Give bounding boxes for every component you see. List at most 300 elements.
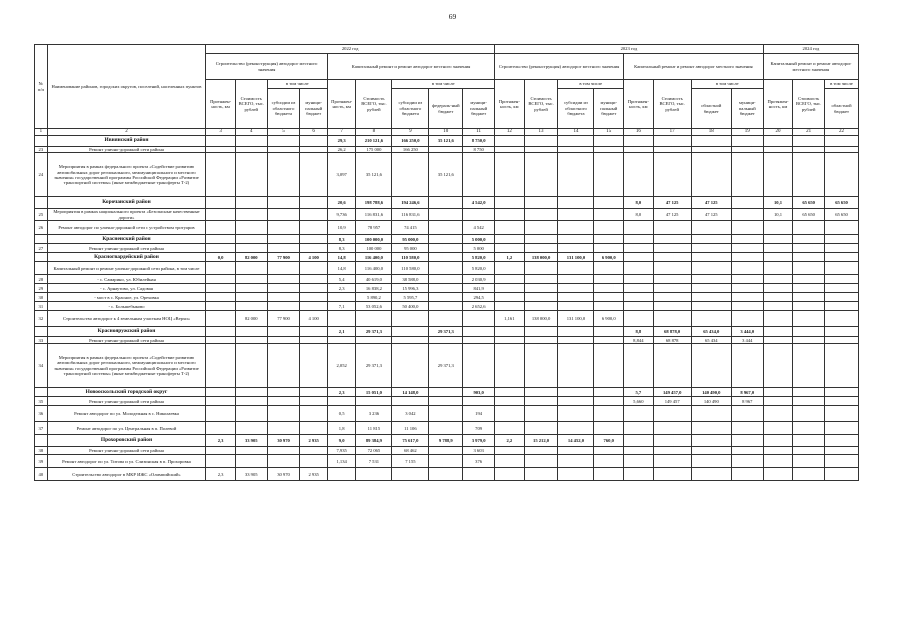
column-number: 7 [327, 129, 356, 136]
district-name: Новооскольский городской округ [47, 388, 206, 397]
cell-value [300, 327, 327, 337]
cell-value [653, 235, 691, 244]
cell-value [691, 302, 731, 311]
cell-value: 65 434 [691, 337, 731, 344]
cell-value [653, 344, 691, 388]
cell-value [392, 397, 429, 406]
district-row [35, 197, 859, 209]
cell-value: 5,7 [624, 388, 654, 397]
cell-value [206, 397, 236, 406]
cell-value: 2 935 [300, 468, 327, 481]
cell-value [691, 344, 731, 388]
cell-value [594, 209, 624, 221]
cell-value [524, 275, 558, 284]
cell-value [825, 153, 859, 197]
cell-value [691, 311, 731, 327]
column-number: 18 [691, 129, 731, 136]
cell-value [558, 221, 594, 235]
cell-value: 53 052,6 [356, 302, 392, 311]
header-municipal-budget: муници-пальный бюджет [731, 89, 763, 129]
cell-value: 376 [463, 455, 495, 468]
cell-value: 903,0 [463, 388, 495, 397]
cell-value [594, 221, 624, 235]
cell-value [392, 468, 429, 481]
cell-value: 65 650 [825, 209, 859, 221]
cell-value: 14 148,0 [392, 388, 429, 397]
cell-value [825, 311, 859, 327]
cell-value [300, 337, 327, 344]
cell-value: 210 121,6 [356, 136, 392, 147]
cell-value: 8,3 [327, 235, 356, 244]
cell-value [793, 388, 825, 397]
item-name: Ремонт улично-дорожной сети района [47, 447, 206, 455]
cell-value [793, 244, 825, 253]
cell-value [524, 406, 558, 422]
cell-value: 65 434,0 [691, 327, 731, 337]
header-cost: Стоимость ВСЕГО, тыс. рублей [235, 80, 267, 129]
cell-value [235, 293, 267, 302]
cell-value [495, 397, 525, 406]
cell-value [267, 447, 300, 455]
cell-value [793, 344, 825, 388]
cell-value: 14,8 [327, 262, 356, 275]
column-number: 15 [594, 129, 624, 136]
district-row [35, 435, 859, 447]
cell-value: 1,2 [495, 253, 525, 262]
cell-value [731, 302, 763, 311]
item-name: Мероприятия в рамках федерального проекта «Содействие развитию автомобильных дорог регионального, межмуниципального и местного значения» государственной программы Российской Федерации «Развитие транспортной системы» (иные межбюджетные трансферты Т-2) [47, 153, 206, 197]
cell-value: 131 100,0 [558, 253, 594, 262]
cell-value [429, 422, 463, 435]
cell-value: 15 212,0 [524, 435, 558, 447]
cell-value [793, 293, 825, 302]
cell-value: 29 371,3 [356, 327, 392, 337]
cell-value [793, 447, 825, 455]
cell-value [429, 447, 463, 455]
header-cost: Стоимость ВСЕГО, тыс. рублей [653, 80, 691, 129]
cell-value [524, 197, 558, 209]
cell-value [429, 311, 463, 327]
row-number: 31 [35, 302, 48, 311]
cell-value [624, 235, 654, 244]
column-number: 17 [653, 129, 691, 136]
cell-value [300, 262, 327, 275]
cell-value [793, 455, 825, 468]
cell-value: 175 000 [356, 147, 392, 153]
cell-value [463, 153, 495, 197]
cell-value [653, 153, 691, 197]
cell-value [300, 209, 327, 221]
cell-value: 2 652,6 [463, 302, 495, 311]
header-length: Протяжен-ность, км [327, 80, 356, 129]
cell-value [558, 422, 594, 435]
table-row [35, 422, 859, 435]
cell-value: 2,3 [327, 284, 356, 293]
cell-value [206, 293, 236, 302]
cell-value: 149 457,0 [653, 388, 691, 397]
row-number: 37 [35, 422, 48, 435]
cell-value: 7,1 [327, 302, 356, 311]
cell-value [763, 253, 793, 262]
cell-value: 68 878,0 [653, 327, 691, 337]
cell-value [691, 253, 731, 262]
cell-value [691, 262, 731, 275]
cell-value: 0,5 [327, 406, 356, 422]
cell-value [356, 337, 392, 344]
cell-value [653, 244, 691, 253]
cell-value: 116 831,6 [392, 209, 429, 221]
cell-value: 8,844 [624, 337, 654, 344]
cell-value [206, 221, 236, 235]
cell-value [495, 455, 525, 468]
cell-value [392, 337, 429, 344]
table-row [35, 406, 859, 422]
cell-value: 110 580,0 [392, 253, 429, 262]
cell-value [653, 311, 691, 327]
cell-value: 9 788,9 [429, 435, 463, 447]
item-name: - с. Большебыково [47, 302, 206, 311]
cell-value [356, 311, 392, 327]
cell-value [624, 153, 654, 197]
cell-value [524, 136, 558, 147]
cell-value [300, 284, 327, 293]
cell-value: 47 125 [653, 209, 691, 221]
cell-value [300, 455, 327, 468]
cell-value [429, 397, 463, 406]
cell-value [300, 388, 327, 397]
table-row [35, 447, 859, 455]
cell-value [206, 209, 236, 221]
cell-value [429, 244, 463, 253]
cell-value: 47 125 [691, 197, 731, 209]
cell-value [691, 275, 731, 284]
cell-value [793, 327, 825, 337]
cell-value [300, 136, 327, 147]
cell-value [594, 262, 624, 275]
header-subsidy-regional: субсидии из областного бюджета [558, 89, 594, 129]
header-year-2023: 2023 год [495, 45, 764, 54]
cell-value [524, 153, 558, 197]
cell-value [235, 197, 267, 209]
cell-value [558, 209, 594, 221]
cell-value: 166 250,0 [392, 136, 429, 147]
cell-value [731, 262, 763, 275]
cell-value: 8,0 [624, 197, 654, 209]
cell-value [558, 468, 594, 481]
cell-value [429, 293, 463, 302]
cell-value: 2,052 [327, 344, 356, 388]
item-name: Ремонт автодорог по ул. Центральная в п. Полевой [47, 422, 206, 435]
cell-value: 15 996,3 [392, 284, 429, 293]
cell-value [691, 455, 731, 468]
cell-value [267, 293, 300, 302]
cell-value [624, 435, 654, 447]
header-year-2022: 2022 год [206, 45, 495, 54]
cell-value [267, 406, 300, 422]
cell-value [235, 337, 267, 344]
cell-value [495, 153, 525, 197]
table-row [35, 311, 859, 327]
cell-value [624, 406, 654, 422]
cell-value: 3 444 [731, 337, 763, 344]
cell-value [235, 284, 267, 293]
cell-value [594, 388, 624, 397]
cell-value [731, 275, 763, 284]
cell-value [495, 235, 525, 244]
cell-value [731, 209, 763, 221]
cell-value [235, 302, 267, 311]
cell-value [524, 209, 558, 221]
cell-value [392, 153, 429, 197]
cell-value: 3 042 [392, 406, 429, 422]
district-name: Красненский район [47, 235, 206, 244]
cell-value [825, 337, 859, 344]
cell-value: 38 588,0 [392, 275, 429, 284]
row-number [35, 262, 48, 275]
cell-value [763, 221, 793, 235]
cell-value [300, 293, 327, 302]
district-row [35, 136, 859, 147]
cell-value [558, 293, 594, 302]
table-row [35, 262, 859, 275]
column-number: 14 [558, 129, 594, 136]
cell-value [206, 197, 236, 209]
cell-value: 2,2 [495, 435, 525, 447]
cell-value [793, 468, 825, 481]
cell-value [825, 284, 859, 293]
cell-value [594, 136, 624, 147]
cell-value [524, 262, 558, 275]
cell-value [463, 397, 495, 406]
table-row [35, 284, 859, 293]
cell-value [624, 455, 654, 468]
cell-value: 3 603 [463, 447, 495, 455]
cell-value: 40 619,0 [356, 275, 392, 284]
table-row [35, 209, 859, 221]
cell-value [691, 447, 731, 455]
cell-value [235, 235, 267, 244]
cell-value [653, 302, 691, 311]
cell-value [300, 221, 327, 235]
cell-value [495, 275, 525, 284]
cell-value: 30 970 [267, 435, 300, 447]
item-name: Строительство автодорог к 4 земельным участкам НОЦ «Верхи» [47, 311, 206, 327]
column-number: 11 [463, 129, 495, 136]
column-number: 2 [47, 129, 206, 136]
cell-value [763, 397, 793, 406]
row-number: 34 [35, 344, 48, 388]
table-row [35, 221, 859, 235]
cell-value [731, 435, 763, 447]
cell-value: 26,2 [327, 147, 356, 153]
cell-value [731, 153, 763, 197]
cell-value [267, 388, 300, 397]
cell-value [235, 447, 267, 455]
cell-value [594, 302, 624, 311]
cell-value [763, 136, 793, 147]
item-name: Строительство автодорог в МКР ИЖС «Олимпийский» [47, 468, 206, 481]
district-name: Прохоровский район [47, 435, 206, 447]
header-subsidy-regional: субсидии из областного бюджета [392, 89, 429, 129]
item-name: Ремонт автодорог по улично-дорожной сети с устройством тротуаров [47, 221, 206, 235]
cell-value [206, 311, 236, 327]
cell-value [495, 422, 525, 435]
cell-value: 2,3 [327, 388, 356, 397]
cell-value [731, 406, 763, 422]
district-row [35, 388, 859, 397]
column-number: 6 [300, 129, 327, 136]
cell-value [524, 284, 558, 293]
cell-value: 14 452,0 [558, 435, 594, 447]
cell-value [524, 468, 558, 481]
cell-value [594, 244, 624, 253]
header-2024-capital-repair: Капитальный ремонт и ремонт автодорог местного значения [763, 54, 858, 80]
cell-value [825, 344, 859, 388]
cell-value [524, 293, 558, 302]
cell-value [267, 422, 300, 435]
item-name: Мероприятия в рамках федерального проекта «Содействие развитию автомобильных дорог регионального, межмуниципального и местного значения» государственной программы Российской Федерации «Развитие транспортной системы» (иные межбюджетные трансферты Т-2) [47, 344, 206, 388]
cell-value [429, 406, 463, 422]
cell-value [691, 468, 731, 481]
table-row [35, 397, 859, 406]
cell-value: 35 121,6 [429, 136, 463, 147]
cell-value: 9,0 [327, 435, 356, 447]
cell-value: 35 121,6 [429, 153, 463, 197]
cell-value [653, 293, 691, 302]
cell-value [624, 344, 654, 388]
cell-value [624, 275, 654, 284]
cell-value: 3 236 [356, 406, 392, 422]
cell-value [763, 153, 793, 197]
page-number: 69 [448, 12, 457, 21]
cell-value [206, 262, 236, 275]
cell-value [206, 275, 236, 284]
cell-value [558, 344, 594, 388]
cell-value [327, 397, 356, 406]
cell-value [763, 244, 793, 253]
cell-value: 29 371,3 [429, 344, 463, 388]
cell-value [495, 136, 525, 147]
row-number [35, 235, 48, 244]
cell-value [594, 284, 624, 293]
header-length: Протяжен-ность, км [624, 80, 654, 129]
cell-value [267, 235, 300, 244]
cell-value [429, 253, 463, 262]
cell-value: 194 [463, 406, 495, 422]
cell-value [594, 275, 624, 284]
cell-value [429, 337, 463, 344]
column-number: 21 [793, 129, 825, 136]
cell-value [594, 447, 624, 455]
cell-value [691, 136, 731, 147]
cell-value: 2,3 [206, 468, 236, 481]
cell-value [429, 275, 463, 284]
cell-value [825, 275, 859, 284]
cell-value [731, 136, 763, 147]
column-number: 22 [825, 129, 859, 136]
cell-value [793, 397, 825, 406]
cell-value [495, 337, 525, 344]
district-name: Краснояружский район [47, 327, 206, 337]
cell-value [763, 435, 793, 447]
header-regional-budget: областной бюджет [691, 89, 731, 129]
cell-value: 1,134 [327, 455, 356, 468]
cell-value: 33 905 [235, 468, 267, 481]
cell-value: 68 878 [653, 337, 691, 344]
cell-value [624, 422, 654, 435]
cell-value: 194 246,6 [392, 197, 429, 209]
cell-value: 78 957 [356, 221, 392, 235]
cell-value [825, 235, 859, 244]
cell-value [793, 253, 825, 262]
header-municipal-budget: муници-пальный бюджет [463, 89, 495, 129]
district-row [35, 253, 859, 262]
cell-value [463, 327, 495, 337]
cell-value [300, 244, 327, 253]
cell-value [327, 468, 356, 481]
row-number: 25 [35, 209, 48, 221]
cell-value: 10,9 [327, 221, 356, 235]
cell-value [235, 327, 267, 337]
cell-value [463, 468, 495, 481]
item-name: - мост в с. Красное, ул. Ореховка [47, 293, 206, 302]
cell-value [594, 422, 624, 435]
item-name: Капитальный ремонт и ремонт улично-дорожной сети района, в том числе [47, 262, 206, 275]
cell-value [731, 293, 763, 302]
cell-value [763, 311, 793, 327]
cell-value [495, 244, 525, 253]
cell-value [206, 337, 236, 344]
cell-value [495, 221, 525, 235]
cell-value: 1,161 [495, 311, 525, 327]
cell-value [206, 136, 236, 147]
cell-value: 138 000,0 [524, 311, 558, 327]
cell-value [267, 244, 300, 253]
cell-value [524, 221, 558, 235]
cell-value: 7,935 [327, 447, 356, 455]
cell-value [495, 344, 525, 388]
cell-value [825, 422, 859, 435]
cell-value [267, 327, 300, 337]
cell-value: 65 650 [793, 209, 825, 221]
cell-value [267, 209, 300, 221]
cell-value: 30 970 [267, 468, 300, 481]
road-works-table [34, 44, 859, 481]
cell-value: 2,1 [327, 327, 356, 337]
cell-value: 4 100 [300, 311, 327, 327]
cell-value [825, 136, 859, 147]
cell-value [267, 197, 300, 209]
cell-value [206, 302, 236, 311]
cell-value [429, 209, 463, 221]
cell-value: 50 400,0 [392, 302, 429, 311]
table-row [35, 153, 859, 197]
cell-value [763, 262, 793, 275]
cell-value: 77 900 [267, 311, 300, 327]
cell-value: 75 617,0 [392, 435, 429, 447]
cell-value [235, 244, 267, 253]
cell-value [429, 388, 463, 397]
cell-value [267, 153, 300, 197]
cell-value: 3 444,0 [731, 327, 763, 337]
cell-value: 72 065 [356, 447, 392, 455]
cell-value [392, 344, 429, 388]
cell-value [206, 284, 236, 293]
column-number: 12 [495, 129, 525, 136]
row-number: 23 [35, 147, 48, 153]
cell-value [825, 244, 859, 253]
cell-value [235, 221, 267, 235]
